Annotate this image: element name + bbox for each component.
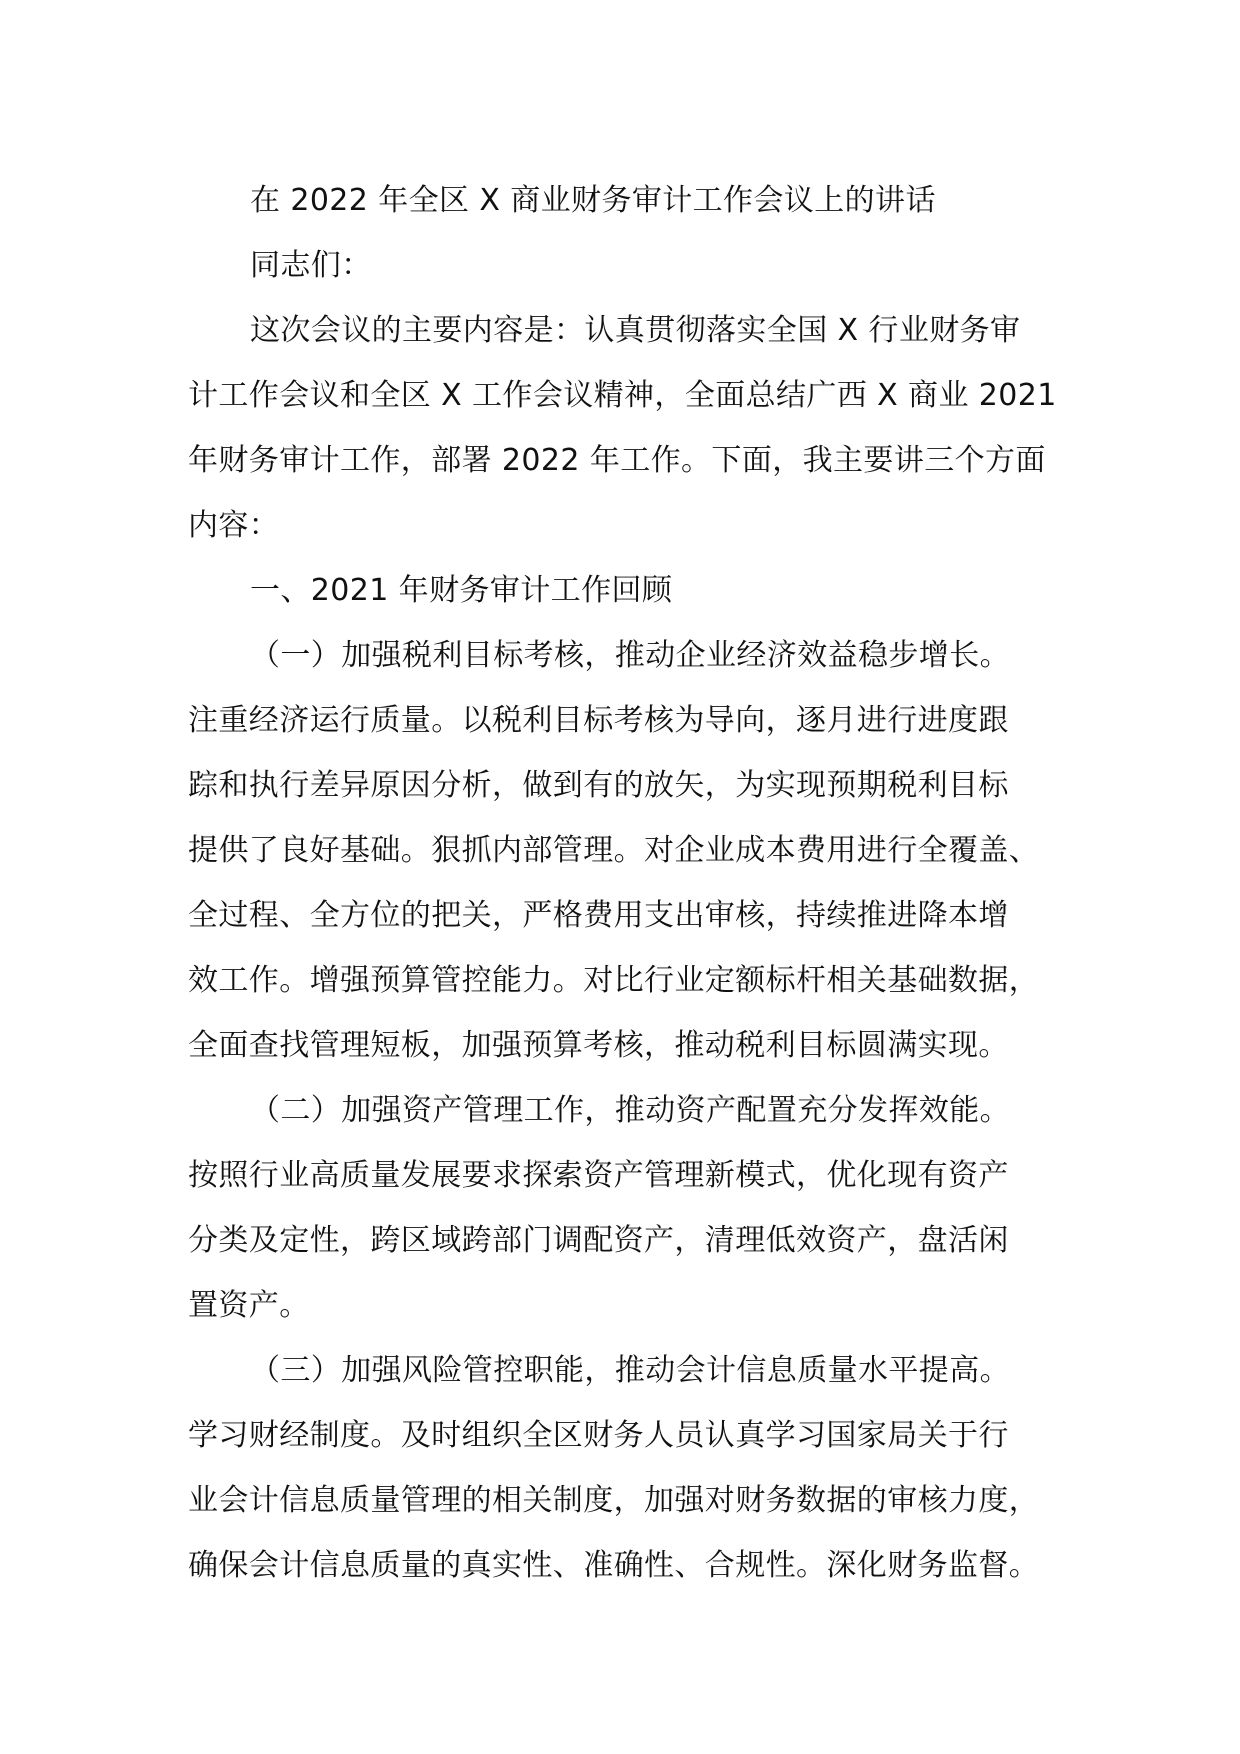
document-body: [188, 168, 1088, 1598]
paragraph-1-line-3: 提供了良好基础。狠抓内部管理。对企业成本费用进行全覆盖、: [188, 833, 1040, 868]
salutation: 同志们：: [250, 248, 372, 283]
paragraph-3-line-2: 业会计信息质量管理的相关制度，加强对财务数据的审核力度，: [188, 1483, 1040, 1518]
paragraph-intro-line-4: 内容：: [188, 508, 280, 543]
section-heading-1: 一、2021 年财务审计工作回顾: [250, 573, 673, 608]
paragraph-3-line-3: 确保会计信息质量的真实性、准确性、合规性。深化财务监督。: [188, 1548, 1040, 1583]
paragraph-1-line-2: 踪和执行差异原因分析，做到有的放矢，为实现预期税利目标: [188, 768, 1009, 803]
paragraph-1-line-6: 全面查找管理短板，加强预算考核，推动税利目标圆满实现。: [188, 1028, 1009, 1063]
subheading-2: （二）加强资产管理工作，推动资产配置充分发挥效能。: [250, 1093, 1010, 1128]
paragraph-intro-line-3: 年财务审计工作，部署 2022 年工作。下面，我主要讲三个方面: [188, 443, 1046, 478]
paragraph-2-line-2: 分类及定性，跨区域跨部门调配资产，清理低效资产，盘活闲: [188, 1223, 1009, 1258]
paragraph-1-line-4: 全过程、全方位的把关，严格费用支出审核，持续推进降本增: [188, 898, 1009, 933]
subheading-3: （三）加强风险管控职能，推动会计信息质量水平提高。: [250, 1353, 1010, 1388]
paragraph-intro-line-2: 计工作会议和全区 X 工作会议精神，全面总结广西 X 商业 2021: [188, 378, 1057, 413]
paragraph-3-line-1: 学习财经制度。及时组织全区财务人员认真学习国家局关于行: [188, 1418, 1009, 1453]
paragraph-1-line-5: 效工作。增强预算管控能力。对比行业定额标杆相关基础数据，: [188, 963, 1040, 998]
paragraph-2-line-1: 按照行业高质量发展要求探索资产管理新模式，优化现有资产: [188, 1158, 1009, 1193]
paragraph-2-line-3: 置资产。: [188, 1288, 310, 1323]
paragraph-intro-line-1: 这次会议的主要内容是：认真贯彻落实全国 X 行业财务审: [250, 313, 1021, 348]
document-title: 在 2022 年全区 X 商业财务审计工作会议上的讲话: [250, 183, 936, 218]
paragraph-1-line-1: 注重经济运行质量。以税利目标考核为导向，逐月进行进度跟: [188, 703, 1009, 738]
subheading-1: （一）加强税利目标考核，推动企业经济效益稳步增长。: [250, 638, 1010, 673]
